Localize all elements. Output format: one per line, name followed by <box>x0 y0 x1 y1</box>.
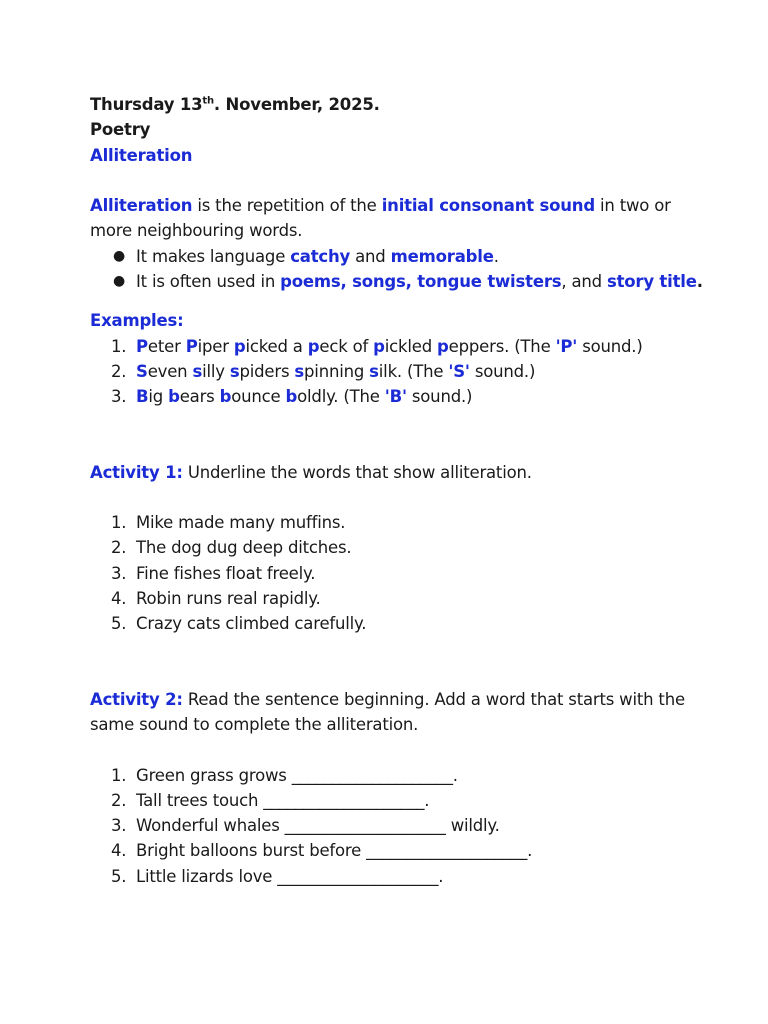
item-text: Mike made many muffins. <box>136 513 346 533</box>
example-text: eppers. (The <box>448 336 556 356</box>
example-text: oldly. (The <box>297 387 385 407</box>
alliteration-letter: s <box>369 361 379 381</box>
example-text: sound.) <box>469 361 536 381</box>
bullet-text: . <box>493 246 499 266</box>
alliteration-letter: P <box>185 336 198 356</box>
definition-key: initial consonant sound <box>381 196 595 216</box>
item-text: Wonderful whales ____________________ wildly. <box>136 816 500 836</box>
alliteration-letter: s <box>192 361 203 381</box>
bullet-text: It is often used in <box>136 272 281 292</box>
bullet-text: It makes language <box>136 246 291 266</box>
item-number: 5. <box>111 866 127 886</box>
definition-text-2: in two or <box>594 196 671 216</box>
example-text: pinning <box>304 361 370 381</box>
item-number: 3. <box>111 563 127 583</box>
example-text: ilk. (The <box>378 361 449 381</box>
example-text: icked a <box>245 336 308 356</box>
alliteration-letter: b <box>219 387 232 407</box>
alliteration-letter: b <box>285 387 298 407</box>
topic-title: Alliteration <box>90 145 193 165</box>
list-item <box>90 535 710 560</box>
alliteration-letter: s <box>294 361 305 381</box>
item-number: 3. <box>111 816 127 836</box>
example-text: ig <box>148 387 169 407</box>
list-item <box>90 838 710 863</box>
bullet-dot-icon: ● <box>113 273 126 290</box>
alliteration-letter: p <box>437 336 449 356</box>
activity1-label: Activity 1: <box>90 462 183 482</box>
alliteration-letter: p <box>307 336 320 356</box>
bullet-text: , and <box>561 272 607 292</box>
bullet-dot-icon: ● <box>113 247 126 264</box>
alliteration-letter: 'P' <box>555 336 578 356</box>
activity2-list <box>90 763 710 889</box>
alliteration-letter: p <box>233 336 246 356</box>
alliteration-letter: b <box>168 387 180 407</box>
item-text: Fine fishes float freely. <box>136 563 316 583</box>
item-text: Bright balloons burst before ____________________. <box>136 841 533 861</box>
alliteration-letter: S <box>136 361 148 381</box>
list-item <box>90 611 710 636</box>
date-superscript: th <box>202 95 214 107</box>
definition-term: Alliteration <box>90 196 193 216</box>
activity1-list <box>90 510 710 636</box>
item-number: 1. <box>111 513 127 533</box>
item-number: 2. <box>111 790 127 810</box>
list-item <box>90 561 710 586</box>
list-item <box>90 813 710 838</box>
example-item <box>90 334 710 359</box>
example-text: sound.) <box>577 336 643 356</box>
example-text: sound.) <box>406 387 473 407</box>
definition-line-2: more neighbouring words. <box>90 221 303 241</box>
example-text: ounce <box>231 387 286 407</box>
activity2-label: Activity 2: <box>90 689 183 709</box>
item-text: Tall trees touch ____________________. <box>136 790 430 810</box>
item-text: Green grass grows ____________________. <box>136 765 458 785</box>
bullet-keyword: poems, songs, tongue twisters <box>280 272 562 292</box>
bullet-text: and <box>350 246 391 266</box>
list-item <box>90 763 710 788</box>
item-number: 2. <box>111 361 127 381</box>
bullet-keyword: story title <box>606 272 697 292</box>
item-number: 4. <box>111 841 127 861</box>
date-text: Thursday 13 <box>90 95 203 114</box>
list-item <box>90 586 710 611</box>
activity2-instruction-line-2: same sound to complete the alliteration. <box>90 714 419 734</box>
alliteration-letter: p <box>373 336 385 356</box>
item-number: 3. <box>111 387 127 407</box>
example-text: illy <box>202 361 230 381</box>
activity2-instruction-line-1 <box>90 687 710 712</box>
item-text: Little lizards love ____________________. <box>136 866 444 886</box>
list-item <box>90 864 710 889</box>
example-item <box>90 384 710 409</box>
activity1-instruction <box>90 460 710 485</box>
item-number: 2. <box>111 538 127 558</box>
date-suffix: . November, 2025. <box>213 95 380 114</box>
example-text: even <box>147 361 193 381</box>
list-item <box>90 788 710 813</box>
alliteration-letter: s <box>229 361 240 381</box>
examples-list <box>90 334 710 410</box>
examples-heading: Examples: <box>90 311 184 331</box>
alliteration-letter: 'B' <box>384 387 407 407</box>
example-text: ickled <box>384 336 438 356</box>
definition-text: is the repetition of the <box>192 196 382 216</box>
item-text: Robin runs real rapidly. <box>136 589 321 609</box>
alliteration-letter: P <box>136 336 148 356</box>
definition-line-1 <box>90 193 710 218</box>
subject-title: Poetry <box>90 120 151 140</box>
item-text: The dog dug deep ditches. <box>136 538 352 558</box>
worksheet-page <box>90 92 710 889</box>
example-text: ears <box>179 387 220 407</box>
item-text: Crazy cats climbed carefully. <box>136 614 367 634</box>
alliteration-letter: 'S' <box>448 361 470 381</box>
example-text: iper <box>197 336 234 356</box>
bullet-item <box>90 244 710 269</box>
bullet-item <box>90 269 710 294</box>
date-line <box>90 92 710 117</box>
list-item <box>90 510 710 535</box>
example-text: piders <box>239 361 295 381</box>
bullet-keyword: memorable <box>390 246 494 266</box>
example-item <box>90 359 710 384</box>
activity2-text: Read the sentence beginning. Add a word that starts with the <box>182 689 685 709</box>
item-number: 4. <box>111 589 127 609</box>
activity1-text: Underline the words that show alliteration. <box>182 462 532 482</box>
alliteration-letter: B <box>136 387 149 407</box>
bullet-list <box>90 244 710 295</box>
item-number: 1. <box>111 765 127 785</box>
item-number: 5. <box>111 614 127 634</box>
item-number: 1. <box>111 336 127 356</box>
bullet-text: . <box>696 272 703 292</box>
example-text: eter <box>147 336 186 356</box>
example-text: eck of <box>319 336 374 356</box>
bullet-keyword: catchy <box>290 246 351 266</box>
